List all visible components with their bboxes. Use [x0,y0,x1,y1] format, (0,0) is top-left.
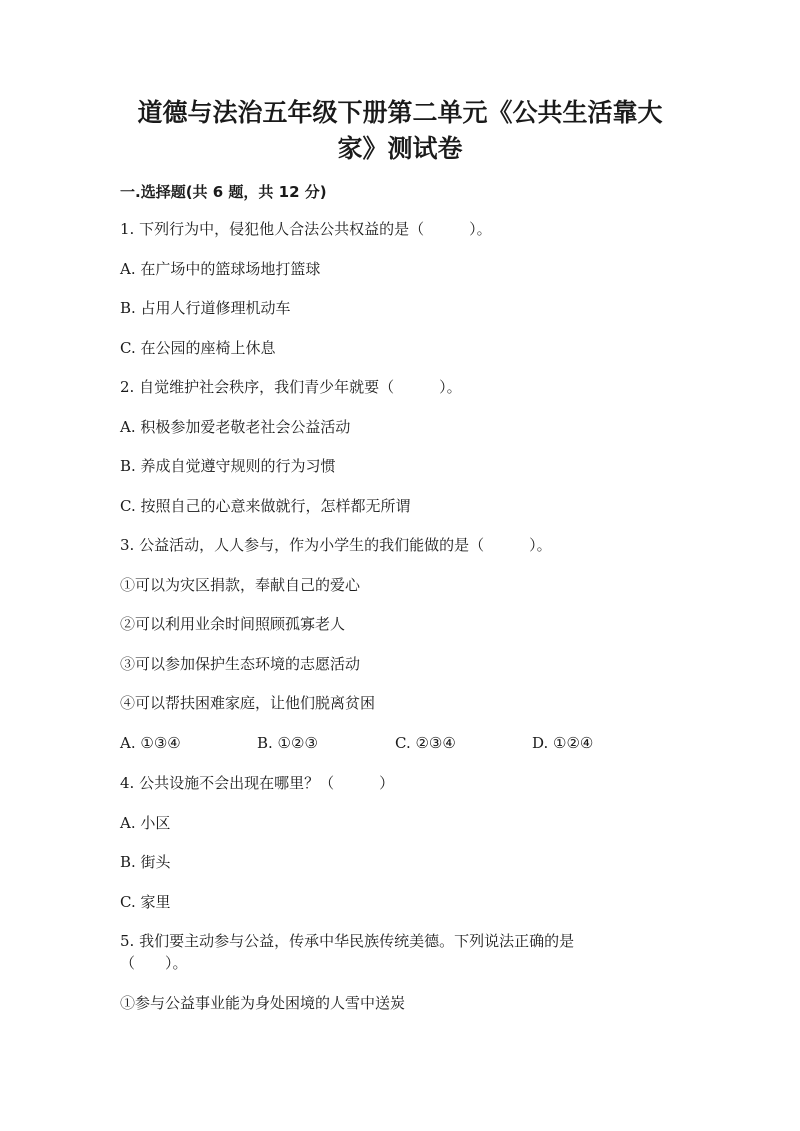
question-4-stem: 4. 公共设施不会出现在哪里？（ ） [120,774,395,792]
question-2-option-a: A. 积极参加爱老敬老社会公益活动 [120,418,351,436]
title-line-1: 道德与法治五年级下册第二单元《公共生活靠大 [137,98,663,127]
question-5-stem-line-2: （ ）。 [120,954,188,972]
question-1-option-c: C. 在公园的座椅上休息 [120,339,276,357]
question-4-option-b: B. 街头 [120,853,171,871]
question-3-option-b: B. ①②③ [257,734,318,752]
question-3-item-2: ②可以利用业余时间照顾孤寡老人 [120,615,346,633]
question-3-stem: 3. 公益活动，人人参与，作为小学生的我们能做的是（ ）。 [120,536,552,554]
title-line-2: 家》测试卷 [337,134,463,163]
question-1-option-b: B. 占用人行道修理机动车 [120,299,291,317]
question-2-stem: 2. 自觉维护社会秩序，我们青少年就要（ ）。 [120,378,462,396]
question-1-stem: 1. 下列行为中，侵犯他人合法公共权益的是（ ）。 [120,220,492,238]
question-3-option-a: A. ①③④ [120,734,181,752]
question-1-option-a: A. 在广场中的篮球场地打篮球 [120,260,321,278]
question-2-option-b: B. 养成自觉遵守规则的行为习惯 [120,457,336,475]
question-4-option-a: A. 小区 [120,814,171,832]
question-5-item-1: ①参与公益事业能为身处困境的人雪中送炭 [120,994,406,1012]
section-heading: 一.选择题(共 6 题，共 12 分) [120,183,327,201]
question-5-stem-line-1: 5. 我们要主动参与公益，传承中华民族传统美德。下列说法正确的是 [120,932,575,950]
question-3-item-4: ④可以帮扶困难家庭，让他们脱离贫困 [120,694,376,712]
page-title [120,95,680,167]
question-3-item-3: ③可以参加保护生态环境的志愿活动 [120,655,361,673]
question-2-option-c: C. 按照自己的心意来做就行，怎样都无所谓 [120,497,411,515]
question-3-item-1: ①可以为灾区捐款，奉献自己的爱心 [120,576,361,594]
question-3-option-d: D. ①②④ [532,734,594,752]
question-3-option-c: C. ②③④ [395,734,456,752]
question-4-option-c: C. 家里 [120,893,171,911]
